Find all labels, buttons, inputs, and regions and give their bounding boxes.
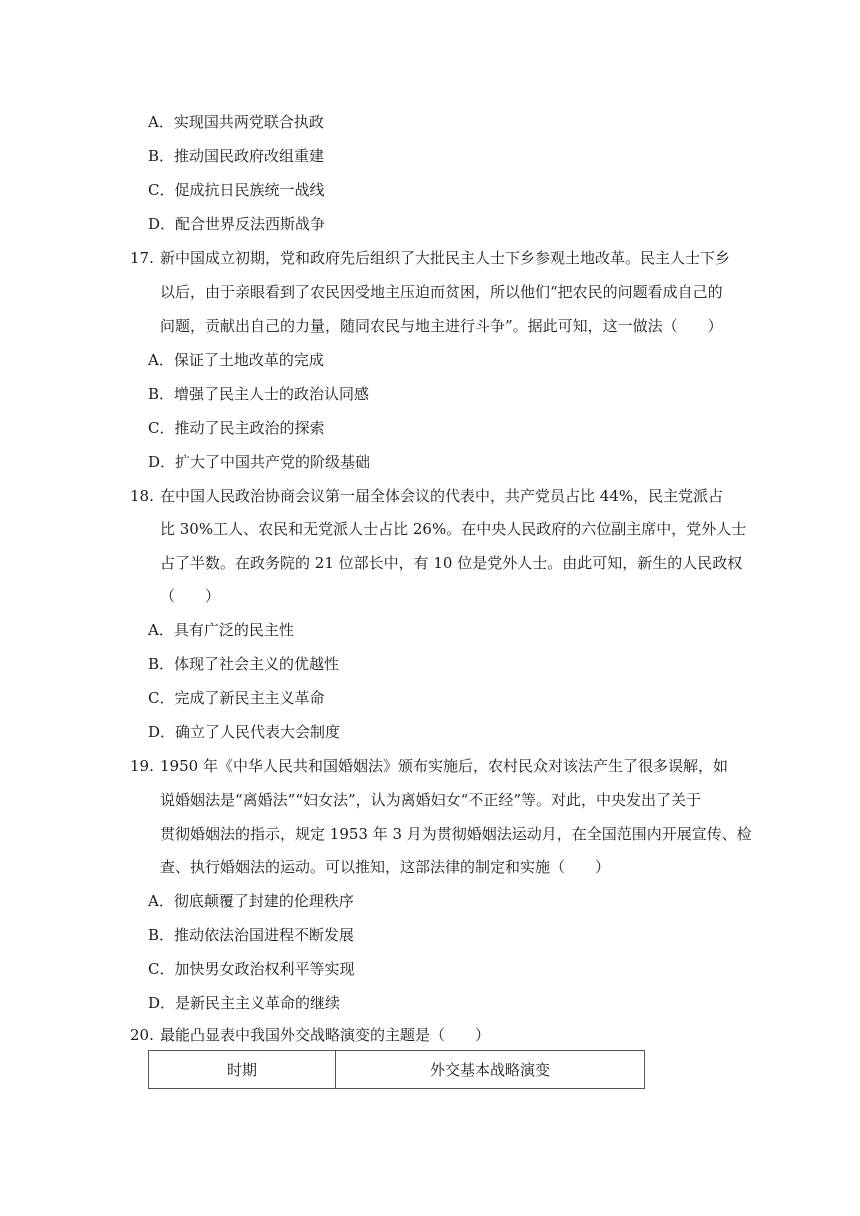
q16-option-c: C．促成抗日民族统一战线 bbox=[148, 181, 325, 199]
q17-option-b: B．增强了民主人士的政治认同感 bbox=[148, 385, 370, 403]
q20-table bbox=[148, 1050, 645, 1089]
q19-stem-line-3: 贯彻婚姻法的指示，规定 1953 年 3 月为贯彻婚姻法运动月，在全国范围内开展宣传、检 bbox=[160, 825, 752, 843]
q18-option-d: D．确立了人民代表大会制度 bbox=[148, 723, 341, 741]
q17-option-d: D．扩大了中国共产党的阶级基础 bbox=[148, 453, 371, 471]
q18-stem-line-1: 在中国人民政治协商会议第一届全体会议的代表中，共产党员占比 44%，民主党派占 bbox=[160, 487, 724, 505]
q18-option-a: A．具有广泛的民主性 bbox=[148, 621, 294, 639]
q18-number: 18. bbox=[130, 487, 154, 505]
q19-option-d: D．是新民主主义革命的继续 bbox=[148, 994, 341, 1012]
q17-option-c: C．推动了民主政治的探索 bbox=[148, 419, 325, 437]
q19-stem-line-1: 1950 年《中华人民共和国婚姻法》颁布实施后，农村民众对该法产生了很多误解，如 bbox=[160, 757, 728, 775]
q19-option-c: C．加快男女政治权利平等实现 bbox=[148, 960, 355, 978]
table-row bbox=[149, 1051, 645, 1089]
q19-option-a: A．彻底颠覆了封建的伦理秩序 bbox=[148, 892, 354, 910]
q16-option-d: D．配合世界反法西斯战争 bbox=[148, 215, 326, 233]
table-header-period: 时期 bbox=[149, 1051, 336, 1089]
q17-stem-line-2: 以后，由于亲眼看到了农民因受地主压迫而贫困，所以他们“把农民的问题看成自己的 bbox=[160, 283, 723, 301]
table-header-strategy: 外交基本战略演变 bbox=[336, 1051, 645, 1089]
q20-stem: 最能凸显表中我国外交战略演变的主题是（ ） bbox=[160, 1026, 491, 1044]
q17-stem-line-1: 新中国成立初期，党和政府先后组织了大批民主人士下乡参观土地改革。民主人士下乡 bbox=[160, 249, 731, 267]
q19-option-b: B．推动依法治国进程不断发展 bbox=[148, 926, 355, 944]
q17-stem-line-3: 问题，贡献出自己的力量，随同农民与地主进行斗争”。据此可知，这一做法（ ） bbox=[160, 317, 723, 335]
q18-stem-line-3: 占了半数。在政务院的 21 位部长中，有 10 位是党外人士。由此可知，新生的人民政权 bbox=[160, 554, 743, 572]
q19-stem-line-2: 说婚姻法是“离婚法”“妇女法”，认为离婚妇女“不正经”等。对此，中央发出了关于 bbox=[160, 791, 702, 809]
q17-option-a: A．保证了土地改革的完成 bbox=[148, 351, 324, 369]
q18-stem-line-4: （ ） bbox=[160, 587, 221, 605]
q16-option-b: B．推动国民政府改组重建 bbox=[148, 147, 325, 165]
q20-number: 20. bbox=[130, 1026, 154, 1044]
q18-stem-line-2: 比 30%工人、农民和无党派人士占比 26%。在中央人民政府的六位副主席中，党外人士 bbox=[160, 520, 747, 538]
q18-option-c: C．完成了新民主主义革命 bbox=[148, 689, 325, 707]
q19-stem-line-4: 查、执行婚姻法的运动。可以推知，这部法律的制定和实施（ ） bbox=[160, 858, 611, 876]
q16-option-a: A．实现国共两党联合执政 bbox=[148, 113, 324, 131]
q19-number: 19. bbox=[130, 757, 154, 775]
q17-number: 17. bbox=[130, 249, 154, 267]
q18-option-b: B．体现了社会主义的优越性 bbox=[148, 655, 340, 673]
